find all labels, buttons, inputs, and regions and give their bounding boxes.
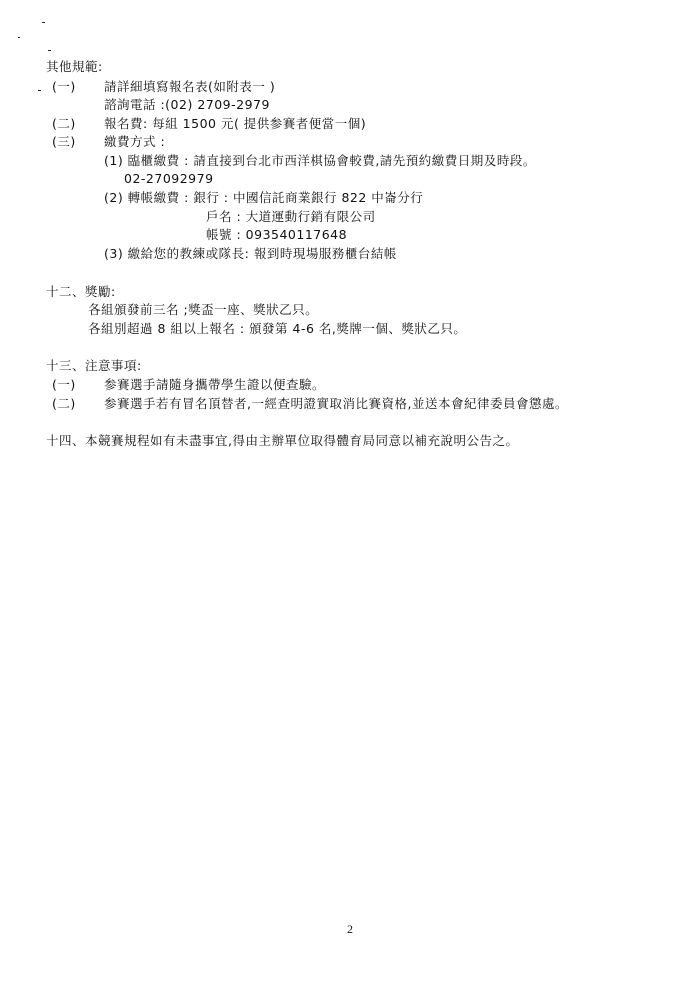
scan-mark	[48, 50, 51, 51]
other-rules-heading: 其他規範:	[46, 59, 103, 74]
payment-counter-phone: 02-27092979	[124, 171, 214, 186]
payment-transfer-account-name: 戶名 : 大道運動行銷有限公司	[206, 209, 376, 224]
payment-transfer-bank: (2) 轉帳繳費 : 銀行 : 中國信託商業銀行 822 中崙分行	[104, 190, 424, 205]
other-rules-item1-num: (一)	[52, 79, 76, 94]
section12-heading: 十二、獎勵:	[46, 284, 116, 299]
award-line-1: 各組頒發前三名 ;獎盃一座、獎狀乙只。	[88, 302, 319, 317]
payment-transfer-account-number: 帳號 : 093540117648	[206, 227, 348, 242]
page-number: 2	[347, 922, 353, 936]
scan-mark	[38, 90, 41, 91]
other-rules-item1-text: 請詳細填寫報名表(如附表一 )	[104, 79, 276, 94]
registration-fee: 報名費: 每組 1500 元( 提供参賽者便當一個)	[104, 116, 367, 131]
notice-item2-num: (二)	[52, 396, 76, 411]
notice-item2-text: 参賽選手若有冒名頂替者,一經查明證實取消比賽資格,並送本會紀律委員會懲處。	[104, 396, 568, 411]
notice-item1-num: (一)	[52, 377, 76, 392]
other-rules-item3-num: (三)	[52, 134, 76, 149]
scan-mark	[18, 37, 20, 38]
scan-mark	[42, 22, 45, 23]
payment-coach: (3) 繳給您的教練或隊長: 報到時現場服務櫃台結帳	[104, 246, 397, 261]
section13-heading: 十三、注意事項:	[46, 358, 142, 373]
payment-counter: (1) 臨櫃繳費 : 請直接到台北市西洋棋協會較費,請先預約繳費日期及時段。	[104, 153, 536, 168]
inquiry-phone: 諮詢電話 :(02) 2709-2979	[104, 97, 270, 112]
other-rules-item2-num: (二)	[52, 116, 76, 131]
section14-text: 十四、本競賽規程如有未盡事宜,得由主辦單位取得體育局同意以補充說明公告之。	[46, 433, 519, 448]
award-line-2: 各組別超過 8 組以上報名 : 頒發第 4-6 名,獎牌一個、獎狀乙只。	[88, 321, 467, 336]
notice-item1-text: 参賽選手請隨身攜帶學生證以便查驗。	[104, 377, 326, 392]
payment-methods-title: 繳費方式 :	[104, 134, 166, 149]
